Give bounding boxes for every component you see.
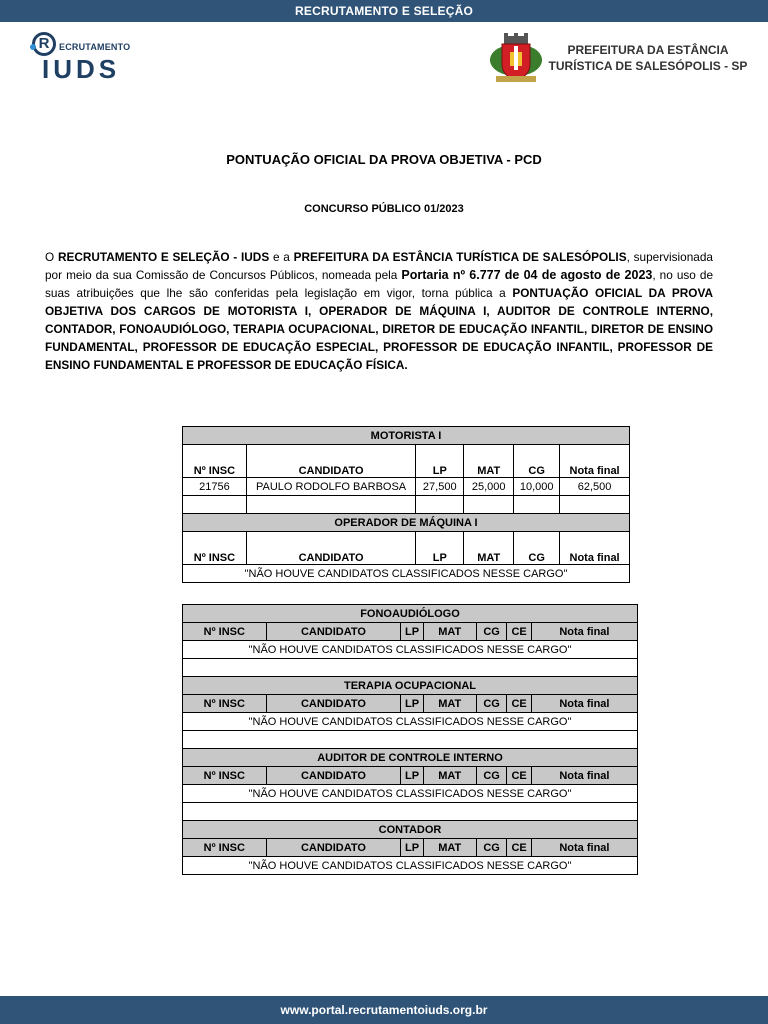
no-candidates-note: "NÃO HOUVE CANDIDATOS CLASSIFICADOS NESSE CARGO" <box>183 565 630 583</box>
col-header-lp: LP <box>401 623 423 641</box>
col-header-candidato: CANDIDATO <box>266 839 401 857</box>
cell-cg: 10,000 <box>514 478 560 496</box>
col-header-insc: Nº INSC <box>183 445 247 478</box>
col-header-insc: Nº INSC <box>183 839 267 857</box>
col-header-lp: LP <box>416 532 464 565</box>
page-title: PONTUAÇÃO OFICIAL DA PROVA OBJETIVA - PCD <box>226 152 542 167</box>
col-header-nota: Nota final <box>531 695 637 713</box>
col-header-insc: Nº INSC <box>183 695 267 713</box>
footer-url-link[interactable]: www.portal.recrutamentoiuds.org.br <box>0 996 768 1024</box>
section-title: CONTADOR <box>183 821 638 839</box>
col-header-cg: CG <box>514 445 560 478</box>
cell-mat: 25,000 <box>464 478 514 496</box>
para-cargos: PONTUAÇÃO OFICIAL DA PROVA OBJETIVA DOS CARGOS DE MOTORISTA I, OPERADOR DE MÁQUINA I, AUDITOR DE CONTROLE INTERNO, CONTADOR, FONOAUDIÓLOGO, TERAPIA OCUPACIONAL, DIRETOR DE EDUCAÇÃO INFANTIL, DIRETOR DE ENSINO FUNDAMENTAL, PROFESSOR DE EDUCAÇÃO ESPECIAL, PROFESSOR DE EDUCAÇÃO INFANTIL, PROFESSOR DE ENSINO FUNDAMENTAL E PROFESSOR DE EDUCAÇÃO FÍSICA. <box>45 286 713 372</box>
cell-insc: 21756 <box>183 478 247 496</box>
city-crest-icon <box>488 30 544 84</box>
intro-paragraph <box>45 248 713 374</box>
para-text: , no uso de suas atribuições que lhe são conferidas pela legislação em vigor, torna pública a <box>45 268 714 300</box>
blank-row <box>183 496 630 514</box>
prefeitura-logo-text <box>548 42 748 74</box>
para-text: O <box>45 250 58 264</box>
col-header-nota: Nota final <box>560 445 630 478</box>
results-table-2 <box>182 604 638 875</box>
col-header-mat: MAT <box>423 695 476 713</box>
col-header-lp: LP <box>401 767 423 785</box>
prefeitura-line1: PREFEITURA DA ESTÂNCIA <box>567 43 729 57</box>
col-header-insc: Nº INSC <box>183 767 267 785</box>
prefeitura-line2: TURÍSTICA DE SALESÓPOLIS - SP <box>548 59 748 73</box>
iuds-logo <box>32 32 142 88</box>
para-prefeitura: PREFEITURA DA ESTÂNCIA TURÍSTICA DE SALESÓPOLIS <box>293 250 627 264</box>
col-header-mat: MAT <box>464 532 514 565</box>
col-header-candidato: CANDIDATO <box>246 532 415 565</box>
cell-lp: 27,500 <box>416 478 464 496</box>
para-text: , supervisionada por meio da sua Comissão de Concursos Públicos, nomeada pela <box>45 250 713 282</box>
no-candidates-note: "NÃO HOUVE CANDIDATOS CLASSIFICADOS NESSE CARGO" <box>183 857 638 875</box>
col-header-cg: CG <box>476 695 507 713</box>
header-banner: RECRUTAMENTO E SELEÇÃO <box>0 0 768 22</box>
table-row <box>183 478 630 496</box>
cell-nota: 62,500 <box>560 478 630 496</box>
no-candidates-note: "NÃO HOUVE CANDIDATOS CLASSIFICADOS NESSE CARGO" <box>183 785 638 803</box>
col-header-ce: CE <box>507 839 531 857</box>
section-title: AUDITOR DE CONTROLE INTERNO <box>183 749 638 767</box>
col-header-candidato: CANDIDATO <box>266 623 401 641</box>
section-title: OPERADOR DE MÁQUINA I <box>183 514 630 532</box>
blank-row <box>183 731 638 749</box>
logo-r-mark: R <box>32 32 56 56</box>
col-header-nota: Nota final <box>531 623 637 641</box>
col-header-lp: LP <box>416 445 464 478</box>
col-header-mat: MAT <box>423 623 476 641</box>
col-header-mat: MAT <box>423 767 476 785</box>
col-header-mat: MAT <box>464 445 514 478</box>
page-subtitle: CONCURSO PÚBLICO 01/2023 <box>304 203 464 215</box>
col-header-nota: Nota final <box>531 839 637 857</box>
section-title: FONOAUDIÓLOGO <box>183 605 638 623</box>
blank-row <box>183 659 638 677</box>
no-candidates-note: "NÃO HOUVE CANDIDATOS CLASSIFICADOS NESSE CARGO" <box>183 713 638 731</box>
col-header-candidato: CANDIDATO <box>246 445 415 478</box>
section-title: MOTORISTA I <box>183 427 630 445</box>
blank-row <box>183 803 638 821</box>
cell-candidato: PAULO RODOLFO BARBOSA <box>246 478 415 496</box>
col-header-cg: CG <box>476 623 507 641</box>
no-candidates-note: "NÃO HOUVE CANDIDATOS CLASSIFICADOS NESSE CARGO" <box>183 641 638 659</box>
col-header-ce: CE <box>507 767 531 785</box>
logo-small-text: ECRUTAMENTO <box>59 42 131 52</box>
logo-big-text: IUDS <box>42 54 121 84</box>
section-title: TERAPIA OCUPACIONAL <box>183 677 638 695</box>
col-header-insc: Nº INSC <box>183 623 267 641</box>
logo-accent-dot <box>30 44 36 50</box>
col-header-cg: CG <box>476 767 507 785</box>
col-header-ce: CE <box>507 623 531 641</box>
col-header-lp: LP <box>401 695 423 713</box>
col-header-candidato: CANDIDATO <box>266 695 401 713</box>
para-org: RECRUTAMENTO E SELEÇÃO - IUDS <box>57 250 270 264</box>
results-table-1 <box>182 426 630 583</box>
col-header-candidato: CANDIDATO <box>266 767 401 785</box>
col-header-nota: Nota final <box>560 532 630 565</box>
col-header-cg: CG <box>514 532 560 565</box>
col-header-insc: Nº INSC <box>183 532 247 565</box>
col-header-ce: CE <box>507 695 531 713</box>
para-text: e a <box>269 250 294 264</box>
col-header-nota: Nota final <box>531 767 637 785</box>
col-header-lp: LP <box>401 839 423 857</box>
col-header-cg: CG <box>476 839 507 857</box>
col-header-mat: MAT <box>423 839 476 857</box>
para-portaria: Portaria nº 6.777 de 04 de agosto de 2023 <box>401 268 653 282</box>
